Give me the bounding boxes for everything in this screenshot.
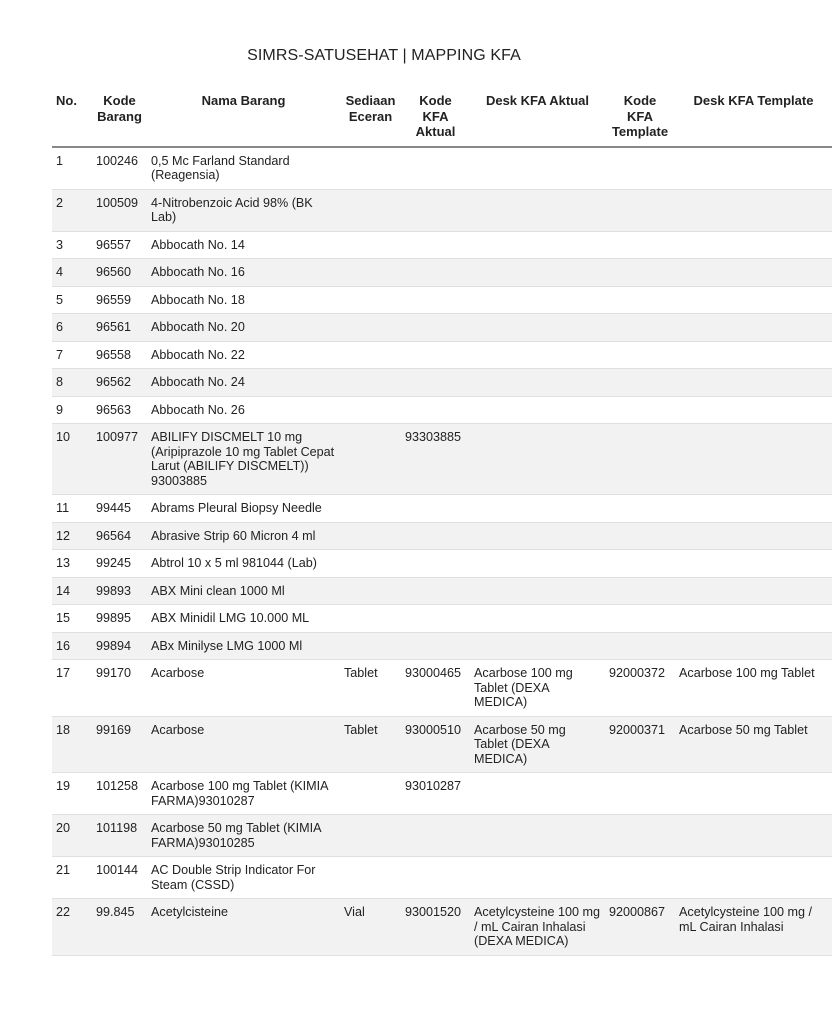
cell-no: 21 xyxy=(52,857,92,899)
cell-nama-barang: Abbocath No. 16 xyxy=(147,259,340,287)
cell-sediaan-eceran xyxy=(340,341,401,369)
cell-desk-kfa-template xyxy=(675,286,832,314)
cell-desk-kfa-template xyxy=(675,396,832,424)
cell-desk-kfa-template: Acarbose 50 mg Tablet xyxy=(675,716,832,773)
cell-no: 19 xyxy=(52,773,92,815)
cell-kode-kfa-template xyxy=(605,147,675,190)
table-row xyxy=(52,369,832,397)
cell-desk-kfa-aktual xyxy=(470,857,605,899)
cell-kode-barang: 99245 xyxy=(92,550,147,578)
cell-no: 10 xyxy=(52,424,92,495)
cell-kode-barang: 96560 xyxy=(92,259,147,287)
header-no: No. xyxy=(52,90,92,147)
cell-sediaan-eceran: Tablet xyxy=(340,716,401,773)
cell-kode-kfa-template xyxy=(605,259,675,287)
table-row xyxy=(52,716,832,773)
header-desk-kfa-aktual: Desk KFA Aktual xyxy=(470,90,605,147)
cell-kode-barang: 100509 xyxy=(92,189,147,231)
cell-kode-kfa-aktual: 93010287 xyxy=(401,773,470,815)
cell-kode-kfa-template xyxy=(605,189,675,231)
cell-desk-kfa-aktual xyxy=(470,341,605,369)
cell-kode-kfa-aktual: 93001520 xyxy=(401,899,470,956)
cell-kode-kfa-template xyxy=(605,815,675,857)
cell-no: 8 xyxy=(52,369,92,397)
cell-desk-kfa-template: Acarbose 100 mg Tablet xyxy=(675,660,832,717)
cell-kode-barang: 96561 xyxy=(92,314,147,342)
cell-sediaan-eceran xyxy=(340,815,401,857)
cell-kode-kfa-aktual xyxy=(401,632,470,660)
cell-no: 7 xyxy=(52,341,92,369)
table-body xyxy=(52,147,832,956)
cell-kode-barang: 96557 xyxy=(92,231,147,259)
header-kode-kfa-template: Kode KFA Template xyxy=(605,90,675,147)
cell-no: 18 xyxy=(52,716,92,773)
cell-desk-kfa-aktual xyxy=(470,773,605,815)
cell-desk-kfa-template xyxy=(675,857,832,899)
cell-sediaan-eceran xyxy=(340,147,401,190)
cell-sediaan-eceran xyxy=(340,522,401,550)
table-row xyxy=(52,773,832,815)
table-row xyxy=(52,396,832,424)
cell-desk-kfa-aktual xyxy=(470,189,605,231)
cell-nama-barang: Abbocath No. 20 xyxy=(147,314,340,342)
cell-desk-kfa-aktual xyxy=(470,231,605,259)
cell-nama-barang: ABx Minilyse LMG 1000 Ml xyxy=(147,632,340,660)
cell-desk-kfa-template xyxy=(675,231,832,259)
mapping-table xyxy=(52,90,832,956)
cell-kode-barang: 99895 xyxy=(92,605,147,633)
cell-kode-barang: 99170 xyxy=(92,660,147,717)
cell-nama-barang: Abbocath No. 22 xyxy=(147,341,340,369)
cell-nama-barang: Abrams Pleural Biopsy Needle xyxy=(147,495,340,523)
cell-sediaan-eceran xyxy=(340,189,401,231)
cell-kode-kfa-template xyxy=(605,314,675,342)
cell-sediaan-eceran xyxy=(340,286,401,314)
table-row xyxy=(52,550,832,578)
cell-nama-barang: ABX Minidil LMG 10.000 ML xyxy=(147,605,340,633)
cell-kode-kfa-aktual xyxy=(401,396,470,424)
table-row xyxy=(52,899,832,956)
cell-nama-barang: Acetylcisteine xyxy=(147,899,340,956)
cell-nama-barang: Abbocath No. 18 xyxy=(147,286,340,314)
cell-desk-kfa-template xyxy=(675,495,832,523)
cell-kode-kfa-template xyxy=(605,632,675,660)
cell-kode-kfa-aktual xyxy=(401,286,470,314)
cell-kode-kfa-aktual: 93303885 xyxy=(401,424,470,495)
cell-kode-kfa-aktual xyxy=(401,605,470,633)
cell-kode-kfa-template xyxy=(605,550,675,578)
cell-kode-kfa-aktual xyxy=(401,147,470,190)
header-sediaan-eceran: Sediaan Eceran xyxy=(340,90,401,147)
cell-no: 2 xyxy=(52,189,92,231)
cell-desk-kfa-template: Acetylcysteine 100 mg / mL Cairan Inhalasi xyxy=(675,899,832,956)
cell-nama-barang: Abbocath No. 24 xyxy=(147,369,340,397)
cell-sediaan-eceran xyxy=(340,857,401,899)
cell-sediaan-eceran xyxy=(340,396,401,424)
cell-desk-kfa-aktual: Acarbose 100 mg Tablet (DEXA MEDICA) xyxy=(470,660,605,717)
cell-nama-barang: Abtrol 10 x 5 ml 981044 (Lab) xyxy=(147,550,340,578)
cell-no: 15 xyxy=(52,605,92,633)
header-kode-kfa-aktual: Kode KFA Aktual xyxy=(401,90,470,147)
cell-sediaan-eceran: Vial xyxy=(340,899,401,956)
cell-kode-kfa-template: 92000867 xyxy=(605,899,675,956)
cell-nama-barang: Abbocath No. 26 xyxy=(147,396,340,424)
cell-desk-kfa-aktual: Acarbose 50 mg Tablet (DEXA MEDICA) xyxy=(470,716,605,773)
header-desk-kfa-template: Desk KFA Template xyxy=(675,90,832,147)
table-header xyxy=(52,90,832,147)
cell-no: 20 xyxy=(52,815,92,857)
cell-kode-kfa-aktual xyxy=(401,231,470,259)
cell-sediaan-eceran xyxy=(340,495,401,523)
cell-nama-barang: 0,5 Mc Farland Standard (Reagensia) xyxy=(147,147,340,190)
cell-desk-kfa-template xyxy=(675,189,832,231)
cell-desk-kfa-template xyxy=(675,550,832,578)
cell-nama-barang: 4-Nitrobenzoic Acid 98% (BK Lab) xyxy=(147,189,340,231)
cell-desk-kfa-template xyxy=(675,424,832,495)
cell-kode-barang: 100144 xyxy=(92,857,147,899)
cell-desk-kfa-template xyxy=(675,259,832,287)
cell-sediaan-eceran xyxy=(340,314,401,342)
cell-desk-kfa-template xyxy=(675,341,832,369)
cell-no: 11 xyxy=(52,495,92,523)
cell-sediaan-eceran xyxy=(340,259,401,287)
cell-kode-kfa-aktual xyxy=(401,495,470,523)
header-nama-barang: Nama Barang xyxy=(147,90,340,147)
cell-kode-kfa-template xyxy=(605,495,675,523)
cell-nama-barang: ABILIFY DISCMELT 10 mg (Aripiprazole 10 mg Tablet Cepat Larut (ABILIFY DISCMELT)) 93003885 xyxy=(147,424,340,495)
cell-desk-kfa-template xyxy=(675,314,832,342)
cell-desk-kfa-aktual xyxy=(470,577,605,605)
table-row xyxy=(52,815,832,857)
cell-kode-kfa-aktual xyxy=(401,341,470,369)
table-row xyxy=(52,522,832,550)
cell-kode-kfa-template xyxy=(605,605,675,633)
cell-kode-kfa-aktual: 93000510 xyxy=(401,716,470,773)
cell-kode-barang: 96564 xyxy=(92,522,147,550)
cell-kode-barang: 101198 xyxy=(92,815,147,857)
cell-no: 9 xyxy=(52,396,92,424)
cell-desk-kfa-template xyxy=(675,522,832,550)
cell-desk-kfa-aktual xyxy=(470,424,605,495)
cell-desk-kfa-template xyxy=(675,605,832,633)
table-row xyxy=(52,286,832,314)
cell-no: 16 xyxy=(52,632,92,660)
table-row xyxy=(52,259,832,287)
table-row xyxy=(52,660,832,717)
cell-kode-kfa-aktual xyxy=(401,314,470,342)
table-row xyxy=(52,577,832,605)
cell-no: 6 xyxy=(52,314,92,342)
cell-kode-barang: 99445 xyxy=(92,495,147,523)
cell-desk-kfa-aktual xyxy=(470,550,605,578)
cell-no: 17 xyxy=(52,660,92,717)
cell-desk-kfa-aktual xyxy=(470,522,605,550)
cell-nama-barang: Acarbose 100 mg Tablet (KIMIA FARMA)93010287 xyxy=(147,773,340,815)
cell-nama-barang: Acarbose xyxy=(147,716,340,773)
cell-kode-kfa-template xyxy=(605,396,675,424)
cell-kode-kfa-aktual xyxy=(401,815,470,857)
cell-kode-barang: 99893 xyxy=(92,577,147,605)
cell-kode-barang: 96563 xyxy=(92,396,147,424)
mapping-table-container xyxy=(52,90,815,956)
cell-kode-barang: 96558 xyxy=(92,341,147,369)
cell-kode-kfa-aktual xyxy=(401,259,470,287)
cell-kode-kfa-template xyxy=(605,369,675,397)
cell-sediaan-eceran xyxy=(340,369,401,397)
cell-kode-kfa-template xyxy=(605,857,675,899)
cell-sediaan-eceran xyxy=(340,424,401,495)
cell-kode-kfa-template xyxy=(605,773,675,815)
cell-desk-kfa-aktual: Acetylcysteine 100 mg / mL Cairan Inhalasi (DEXA MEDICA) xyxy=(470,899,605,956)
cell-desk-kfa-template xyxy=(675,815,832,857)
cell-desk-kfa-aktual xyxy=(470,632,605,660)
cell-kode-kfa-aktual xyxy=(401,522,470,550)
cell-kode-barang: 100977 xyxy=(92,424,147,495)
table-row xyxy=(52,857,832,899)
cell-sediaan-eceran xyxy=(340,577,401,605)
cell-kode-kfa-aktual xyxy=(401,189,470,231)
cell-kode-barang: 101258 xyxy=(92,773,147,815)
cell-kode-barang: 99894 xyxy=(92,632,147,660)
cell-desk-kfa-template xyxy=(675,147,832,190)
header-kode-barang: Kode Barang xyxy=(92,90,147,147)
table-row xyxy=(52,147,832,190)
cell-sediaan-eceran xyxy=(340,632,401,660)
cell-kode-kfa-template xyxy=(605,577,675,605)
table-row xyxy=(52,605,832,633)
cell-nama-barang: Acarbose xyxy=(147,660,340,717)
cell-desk-kfa-aktual xyxy=(470,147,605,190)
header-row xyxy=(52,90,832,147)
cell-desk-kfa-aktual xyxy=(470,605,605,633)
cell-kode-kfa-template xyxy=(605,424,675,495)
cell-kode-kfa-aktual xyxy=(401,857,470,899)
table-row xyxy=(52,231,832,259)
cell-nama-barang: Abrasive Strip 60 Micron 4 ml xyxy=(147,522,340,550)
cell-desk-kfa-template xyxy=(675,632,832,660)
table-row xyxy=(52,632,832,660)
cell-kode-kfa-template: 92000372 xyxy=(605,660,675,717)
table-row xyxy=(52,424,832,495)
cell-nama-barang: AC Double Strip Indicator For Steam (CSSD) xyxy=(147,857,340,899)
cell-desk-kfa-aktual xyxy=(470,314,605,342)
cell-no: 4 xyxy=(52,259,92,287)
table-row xyxy=(52,314,832,342)
cell-no: 3 xyxy=(52,231,92,259)
cell-kode-kfa-template xyxy=(605,231,675,259)
cell-kode-kfa-aktual: 93000465 xyxy=(401,660,470,717)
cell-no: 13 xyxy=(52,550,92,578)
cell-sediaan-eceran xyxy=(340,550,401,578)
cell-kode-barang: 96559 xyxy=(92,286,147,314)
cell-kode-kfa-template xyxy=(605,341,675,369)
cell-desk-kfa-aktual xyxy=(470,286,605,314)
cell-no: 14 xyxy=(52,577,92,605)
cell-desk-kfa-aktual xyxy=(470,369,605,397)
cell-kode-kfa-aktual xyxy=(401,577,470,605)
cell-no: 12 xyxy=(52,522,92,550)
cell-kode-barang: 96562 xyxy=(92,369,147,397)
cell-no: 1 xyxy=(52,147,92,190)
cell-kode-barang: 99169 xyxy=(92,716,147,773)
cell-desk-kfa-aktual xyxy=(470,259,605,287)
cell-nama-barang: ABX Mini clean 1000 Ml xyxy=(147,577,340,605)
table-row xyxy=(52,189,832,231)
cell-sediaan-eceran: Tablet xyxy=(340,660,401,717)
cell-sediaan-eceran xyxy=(340,773,401,815)
cell-kode-kfa-template xyxy=(605,522,675,550)
page-title: SIMRS-SATUSEHAT | MAPPING KFA xyxy=(247,47,521,64)
cell-kode-kfa-template: 92000371 xyxy=(605,716,675,773)
cell-nama-barang: Acarbose 50 mg Tablet (KIMIA FARMA)93010285 xyxy=(147,815,340,857)
cell-desk-kfa-aktual xyxy=(470,815,605,857)
cell-kode-barang: 100246 xyxy=(92,147,147,190)
cell-sediaan-eceran xyxy=(340,605,401,633)
cell-no: 22 xyxy=(52,899,92,956)
cell-desk-kfa-template xyxy=(675,773,832,815)
cell-desk-kfa-template xyxy=(675,369,832,397)
cell-sediaan-eceran xyxy=(340,231,401,259)
cell-kode-kfa-template xyxy=(605,286,675,314)
cell-nama-barang: Abbocath No. 14 xyxy=(147,231,340,259)
cell-kode-kfa-aktual xyxy=(401,550,470,578)
table-row xyxy=(52,341,832,369)
cell-kode-kfa-aktual xyxy=(401,369,470,397)
cell-desk-kfa-aktual xyxy=(470,396,605,424)
table-row xyxy=(52,495,832,523)
cell-kode-barang: 99.845 xyxy=(92,899,147,956)
cell-desk-kfa-template xyxy=(675,577,832,605)
cell-no: 5 xyxy=(52,286,92,314)
cell-desk-kfa-aktual xyxy=(470,495,605,523)
